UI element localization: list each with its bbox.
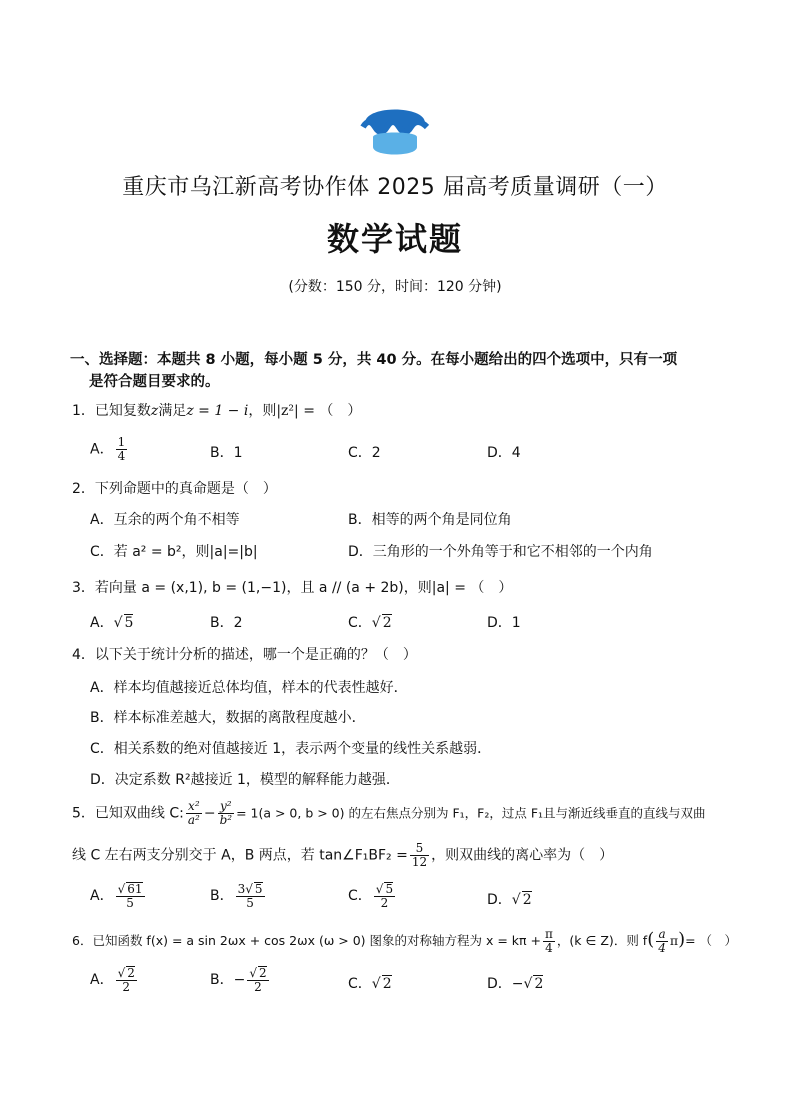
q5-option-c-label: C． [348, 888, 372, 904]
q6-option-a-label: A． [90, 972, 114, 988]
q5-option-b-coef: 3 [237, 882, 246, 896]
q1-abs-expr: |z²| = （ ） [276, 403, 362, 419]
q6-stem-text-b: ，(k ∈ Z)．则 f [556, 933, 648, 948]
q5-stem-line2 [72, 842, 613, 869]
q1-equation: z = 1 − i [186, 403, 249, 419]
q5-stem-text-b: = 1(a > 0, b > 0) 的左右焦点分别为 F₁，F₂，过点 F₁且与渐近线垂直的直线与双曲 [236, 805, 706, 821]
q3-option-a[interactable]: A．√ 5 [90, 615, 134, 631]
q5-option-a[interactable]: A． $\frac{√ 61}{5}$ [90, 882, 143, 910]
q5-option-d-label: D． [487, 892, 512, 908]
q1-var-z: z [150, 403, 159, 419]
exam-title: 数学试题 [326, 220, 463, 258]
q6-option-a-radicand: 2 [127, 966, 135, 980]
q6-frac-four: 4 [545, 941, 553, 955]
q5-option-b[interactable]: B． $\frac{3√ 5}{5}$ [210, 882, 263, 910]
q5-stem-text-a: 5．已知双曲线 C: [72, 805, 184, 822]
q4-option-c[interactable]: C．相关系数的绝对值越接近 1，表示两个变量的线性关系越弱． [90, 741, 492, 757]
q1-option-d[interactable]: D．4 [487, 445, 521, 461]
q4-stem: 4．以下关于统计分析的描述，哪一个是正确的？（ ） [72, 647, 417, 663]
q5-option-b-den: 5 [246, 896, 254, 910]
q5-option-d[interactable]: D．√ 2 [487, 892, 532, 908]
q6-option-a-den: 2 [122, 980, 131, 994]
q6-option-b[interactable]: B．− $\frac{√ 2}{2}$ [210, 966, 267, 994]
q3-option-a-radicand: 5 [124, 615, 134, 631]
q2-option-d[interactable]: D．三角形的一个外角等于和它不相邻的一个内角 [348, 544, 653, 560]
q6-option-b-radicand: 2 [259, 966, 267, 980]
q4-option-b[interactable]: B．样本标准差越大，数据的离散程度越小． [90, 710, 366, 726]
q6-stem: 6．已知函数 f(x) = a sin 2ωx + cos 2ωx (ω > 0) 图象的对称轴方程为 x = kπ + $\frac{\pi}{4}$ ，(k ∈ Z)．则 f( $\frac{a}{4}$ π)= （ ） [72, 927, 738, 955]
q6-frac-four-b: 4 [658, 941, 666, 955]
q6-option-c-label: C． [348, 976, 372, 992]
q6-frac-pi: π [545, 927, 553, 941]
q1-option-a-label: A． [90, 441, 114, 458]
q2-option-b[interactable]: B．相等的两个角是同位角 [348, 512, 512, 528]
q6-option-a[interactable]: A． $\frac{√ 2}{2}$ [90, 966, 135, 994]
q5-option-a-radicand: 61 [127, 882, 143, 896]
q1-stem [72, 400, 361, 420]
q6-option-c-radicand: 2 [382, 976, 392, 992]
q3-stem: 3．若向量 a = (x,1), b = (1,−1)，且 a // (a + 2b)，则|a| = （ ） [72, 580, 513, 596]
q5-frac-b2: b² [219, 813, 233, 827]
q5-option-c-den: 2 [380, 896, 389, 910]
q5-option-a-label: A． [90, 888, 114, 904]
q4-option-d[interactable]: D．决定系数 R²越接近 1，模型的解释能力越强． [90, 772, 400, 788]
q6-option-c[interactable]: C．√ 2 [348, 976, 392, 992]
wave-crest-logo-icon [357, 97, 433, 159]
q2-stem: 2．下列命题中的真命题是（ ） [72, 481, 277, 497]
q6-option-d-radicand: 2 [534, 976, 544, 992]
q5-frac-y2: y² [218, 800, 235, 814]
q6-frac-alpha: a [656, 928, 668, 942]
q5-stem-text-d: ，则双曲线的离心率为（ ） [431, 847, 614, 864]
q1-option-c[interactable]: C．2 [348, 445, 381, 461]
q5-option-b-radicand: 5 [254, 882, 263, 896]
q1-option-a[interactable] [90, 436, 129, 463]
q3-option-c-radicand: 2 [382, 615, 392, 631]
q5-frac-a2: a² [187, 813, 200, 827]
q5-option-d-radicand: 2 [522, 892, 532, 908]
q5-option-c-radicand: 5 [385, 882, 394, 896]
q1-stem-text-c: ，则 [248, 403, 277, 419]
q5-option-a-den: 5 [126, 896, 134, 910]
q6-option-b-label: B．− [210, 972, 246, 988]
q1-stem-text-b: 满足 [158, 403, 187, 419]
q5-option-c[interactable]: C． $\frac{√ 5}{2}$ [348, 882, 394, 910]
q5-stem-line1: 5．已知双曲线 C: $\frac{\text{x²}}{\text{a²}}$ − $\frac{\text{y²}}{\text{b²}}$ = 1(a > 0, b > 0) 的左右焦点分别为 F₁，F₂，过点 F₁且与渐近线垂直的直线与双曲 [72, 799, 706, 827]
section-heading-line2: 是符合题目要求的。 [89, 374, 220, 390]
school-title: 重庆市乌江新高考协作体 2025 届高考质量调研（一） [122, 175, 668, 200]
q1-option-b[interactable]: B．1 [210, 445, 243, 461]
q1-option-a-den: 4 [117, 449, 126, 463]
q2-option-a[interactable]: A．互余的两个角不相等 [90, 512, 240, 528]
q3-option-a-label: A． [90, 615, 114, 631]
q6-stem-text-a: 6．已知函数 f(x) = a sin 2ωx + cos 2ωx (ω > 0) 图象的对称轴方程为 x = kπ + [72, 933, 542, 948]
q1-option-a-num: 1 [117, 435, 126, 449]
q5-frac-x2: x² [186, 800, 202, 814]
q6-stem-text-d: = （ ） [685, 933, 738, 948]
q3-option-d[interactable]: D．1 [487, 615, 521, 631]
q6-option-d[interactable]: D．−√ 2 [487, 976, 544, 992]
q4-option-a[interactable]: A．样本均值越接近总体均值，样本的代表性越好． [90, 680, 408, 696]
exam-meta: (分数：150 分，时间：120 分钟) [288, 279, 502, 295]
q3-option-c-label: C． [348, 615, 372, 631]
q2-option-c[interactable]: C．若 a² = b²，则|a|=|b| [90, 544, 258, 560]
q1-stem-text-a: 1．已知复数 [72, 403, 151, 419]
q5-tan-den: 12 [411, 855, 428, 869]
section-heading-line1: 一、选择题：本题共 8 小题，每小题 5 分，共 40 分。在每小题给出的四个选项中，只有一项 [70, 352, 678, 368]
q6-option-d-label: D．− [487, 976, 524, 992]
q6-option-b-den: 2 [254, 980, 262, 994]
q6-stem-pi: π [669, 933, 679, 948]
q3-option-c[interactable]: C．√ 2 [348, 615, 392, 631]
q5-stem-text-c: 线 C 左右两支分别交于 A，B 两点，若 tan∠F₁BF₂ = [72, 847, 408, 864]
q5-option-b-label: B． [210, 888, 234, 904]
q3-option-b[interactable]: B．2 [210, 615, 243, 631]
q5-tan-num: 5 [410, 842, 429, 856]
